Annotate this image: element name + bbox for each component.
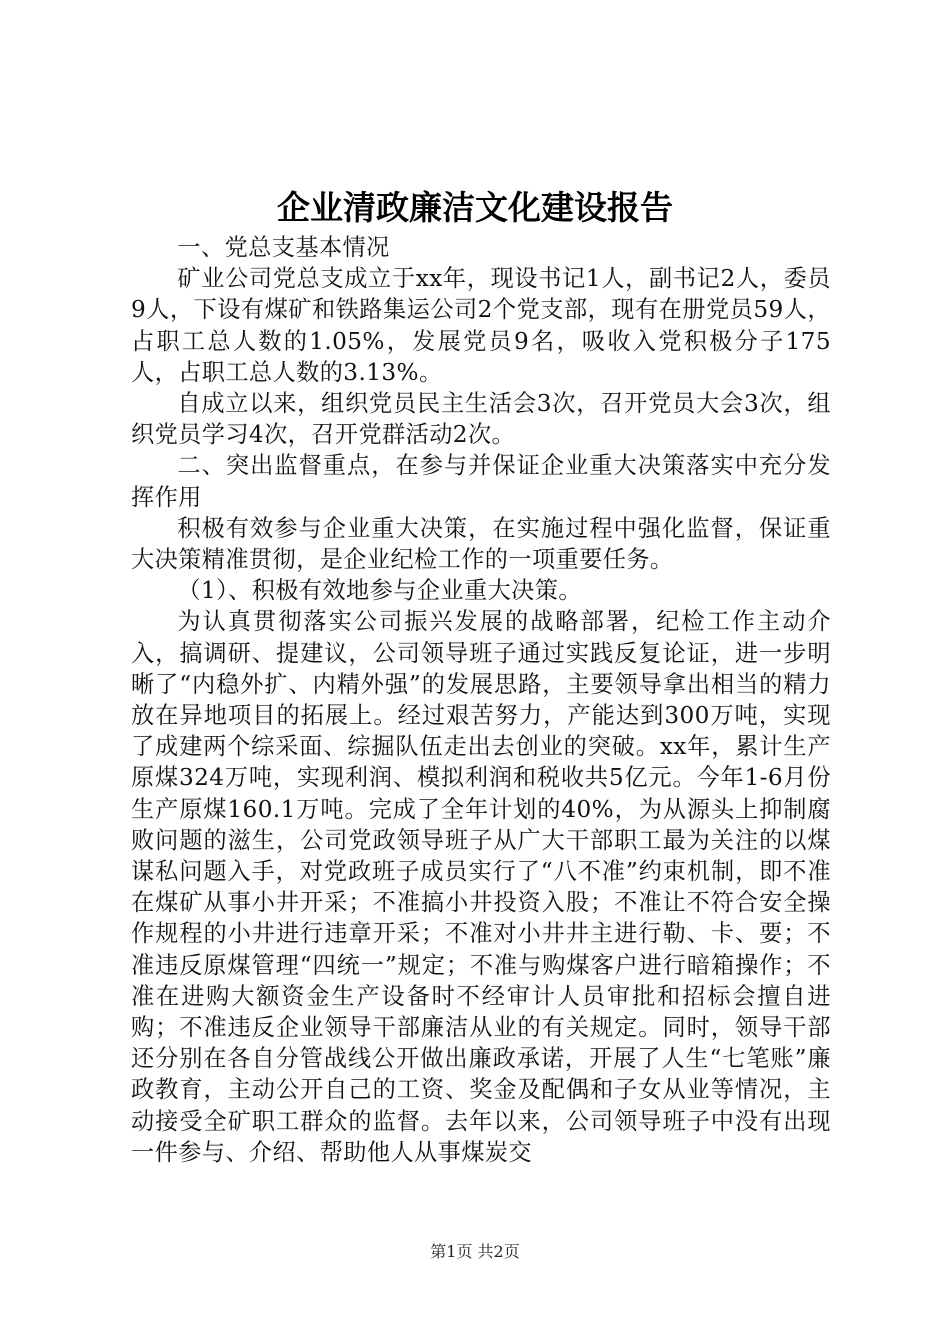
paragraph: 自成立以来，组织党员民主生活会3次，召开党员大会3次，组织党员学习4次，召开党群活动2次。 <box>131 390 831 449</box>
page-footer: 第1页 共2页 <box>430 1242 520 1261</box>
section-heading: 一、党总支基本情况 <box>177 234 390 261</box>
subsection-heading: （1）、积极有效地参与企业重大决策。 <box>177 577 582 605</box>
paragraph: 为认真贯彻落实公司振兴发展的战略部署，纪检工作主动介入，搞调研、提建议，公司领导班子通过实践反复论证，进一步明晰了“内稳外扩、内精外强”的发展思路，主要领导拿出相当的精力放在异地项目的拓展上。经过艰苦努力，产能达到300万吨，实现了成建两个综采面、综掘队伍走出去创业的突破。xx年，累计生产原煤324万吨，实现利润、模拟利润和税收共5亿元。今年1-6月份生产原煤160.1万吨。完成了全年计划的40%，为从源头上抑制腐败问题的滋生，公司党政领导班子从广大干部职工最为关注的以煤谋私问题入手，对党政班子成员实行了“八不准”约束机制，即不准在煤矿从事小井开采；不准搞小井投资入股；不准让不符合安全操作规程的小井进行违章开采；不准对小井井主进行勒、卡、要；不准违反原煤管理“四统一”规定；不准与购煤客户进行暗箱操作；不准在进购大额资金生产设备时不经审计人员审批和招标会擅自进购；不准违反企业领导干部廉洁从业的有关规定。同时，领导干部还分别在各自分管战线公开做出廉政承诺，开展了人生“七笔账”廉政教育，主动公开自己的工资、奖金及配偶和子女从业等情况，主动接受全矿职工群众的监督。去年以来，公司领导班子中没有出现一件参与、介绍、帮助他人从事煤炭交 <box>131 608 831 1166</box>
paragraph: 矿业公司党总支成立于xx年，现设书记1人，副书记2人，委员9人，下设有煤矿和铁路集运公司2个党支部，现有在册党员59人，占职工总人数的1.05%，发展党员9名，吸收入党积极分子175人，占职工总人数的3.13%。 <box>131 265 831 386</box>
section-heading: 二、突出监督重点，在参与并保证企业重大决策落实中充分发挥作用 <box>131 452 831 511</box>
document-body <box>131 232 831 1168</box>
paragraph: 积极有效参与企业重大决策，在实施过程中强化监督，保证重大决策精准贯彻，是企业纪检工作的一项重要任务。 <box>131 514 831 574</box>
document-title: 企业清政廉洁文化建设报告 <box>277 188 673 227</box>
